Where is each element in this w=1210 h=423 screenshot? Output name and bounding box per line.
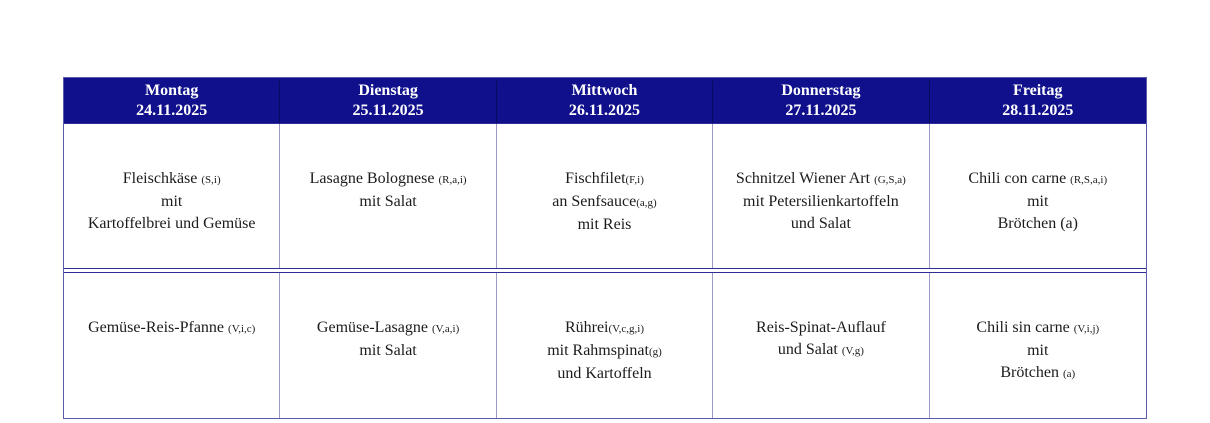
day-label: Dienstag bbox=[358, 82, 418, 99]
allergen-code: (V,a,i) bbox=[431, 323, 460, 335]
menu-line bbox=[930, 317, 1146, 340]
dish-text: mit bbox=[1027, 193, 1049, 210]
dish-text: Chili sin carne bbox=[976, 319, 1074, 336]
dish-text: mit Salat bbox=[359, 342, 417, 359]
menu-line bbox=[497, 340, 712, 363]
weekly-menu-table bbox=[63, 77, 1147, 419]
menu-line bbox=[713, 168, 928, 191]
dish-text: mit bbox=[1027, 342, 1049, 359]
menu-line bbox=[280, 191, 495, 213]
dish-text: Rührei bbox=[564, 319, 609, 336]
day-label: Freitag bbox=[1013, 82, 1063, 99]
date-label: 27.11.2025 bbox=[785, 102, 857, 119]
day-label: Donnerstag bbox=[781, 82, 861, 99]
menu-line bbox=[930, 168, 1146, 191]
dish-text: mit Rahmspinat bbox=[547, 342, 649, 359]
allergen-code: (g) bbox=[648, 346, 662, 358]
menu-cell bbox=[64, 273, 280, 418]
menu-table-header bbox=[64, 78, 1146, 123]
menu-line bbox=[713, 339, 928, 362]
allergen-code: (F,i) bbox=[625, 174, 644, 186]
menu-line bbox=[497, 214, 712, 236]
menu-line bbox=[64, 317, 279, 340]
day-label: Montag bbox=[145, 82, 199, 99]
menu-line bbox=[280, 168, 495, 191]
menu-line bbox=[497, 191, 712, 214]
dish-text: Brötchen bbox=[1000, 364, 1063, 381]
menu-table-body bbox=[64, 123, 1146, 418]
menu-line bbox=[280, 317, 495, 340]
menu-line bbox=[713, 191, 928, 213]
dish-text: mit bbox=[161, 193, 183, 210]
menu-cell bbox=[497, 124, 713, 268]
dish-text: und Kartoffeln bbox=[557, 365, 652, 382]
menu-line bbox=[930, 362, 1146, 385]
dish-text: Fleischkäse bbox=[122, 170, 202, 187]
day-header-montag bbox=[64, 81, 280, 123]
menu-cell bbox=[930, 273, 1146, 418]
allergen-code: (V,c,g,i) bbox=[608, 323, 645, 335]
menu-line bbox=[280, 340, 495, 362]
dish-text: Gemüse-Reis-Pfanne bbox=[88, 319, 229, 336]
dish-text: Brötchen (a) bbox=[997, 215, 1078, 232]
menu-cell bbox=[280, 273, 496, 418]
allergen-code: (V,g) bbox=[841, 345, 864, 357]
dish-text: mit Reis bbox=[577, 216, 632, 233]
menu-line bbox=[64, 168, 279, 191]
menu-cell bbox=[280, 124, 496, 268]
allergen-code: (G,S,a) bbox=[874, 174, 906, 186]
allergen-code: (R,a,i) bbox=[438, 174, 467, 186]
menu-cell bbox=[713, 124, 929, 268]
day-label: Mittwoch bbox=[571, 82, 638, 99]
date-label: 26.11.2025 bbox=[568, 102, 641, 119]
day-header-mittwoch bbox=[497, 81, 713, 123]
dish-text: Chili con carne bbox=[968, 170, 1071, 187]
dish-text: an Senfsauce bbox=[552, 193, 637, 210]
menu-line bbox=[713, 213, 928, 235]
day-header-dienstag bbox=[280, 81, 496, 123]
allergen-code: (a,g) bbox=[636, 197, 657, 209]
dish-text: mit Petersilienkartoffeln bbox=[743, 193, 899, 210]
menu-line bbox=[713, 317, 928, 339]
dish-text: und Salat bbox=[777, 341, 842, 358]
menu-line bbox=[930, 191, 1146, 213]
dish-text: Kartoffelbrei und Gemüse bbox=[87, 215, 256, 232]
dish-text: Lasagne Bolognese bbox=[309, 170, 439, 187]
dish-text: Reis-Spinat-Auflauf bbox=[756, 319, 886, 336]
menu-line bbox=[64, 213, 279, 235]
dish-text: Fischfilet bbox=[565, 170, 626, 187]
day-header-freitag bbox=[930, 81, 1146, 123]
dish-text: und Salat bbox=[790, 215, 851, 232]
menu-line bbox=[930, 213, 1146, 235]
dish-text: mit Salat bbox=[359, 193, 417, 210]
menu-line bbox=[497, 317, 712, 340]
dish-text: Gemüse-Lasagne bbox=[316, 319, 432, 336]
allergen-code: (R,S,a,i) bbox=[1070, 174, 1108, 186]
menu-row-2 bbox=[64, 272, 1146, 418]
menu-row-1 bbox=[64, 123, 1146, 269]
date-label: 24.11.2025 bbox=[136, 102, 208, 119]
menu-cell bbox=[930, 124, 1146, 268]
menu-line bbox=[64, 191, 279, 213]
date-label: 25.11.2025 bbox=[352, 102, 424, 119]
allergen-code: (V,i,c) bbox=[228, 323, 256, 335]
menu-line bbox=[930, 340, 1146, 362]
allergen-code: (V,i,j) bbox=[1073, 323, 1100, 335]
allergen-code: (S,i) bbox=[201, 174, 221, 186]
day-header-donnerstag bbox=[713, 81, 929, 123]
dish-text: Schnitzel Wiener Art bbox=[735, 170, 875, 187]
menu-cell bbox=[497, 273, 713, 418]
menu-line bbox=[497, 168, 712, 191]
allergen-code: (a) bbox=[1063, 368, 1076, 380]
menu-cell bbox=[64, 124, 280, 268]
menu-cell bbox=[713, 273, 929, 418]
menu-line bbox=[497, 363, 712, 385]
date-label: 28.11.2025 bbox=[1002, 102, 1074, 119]
